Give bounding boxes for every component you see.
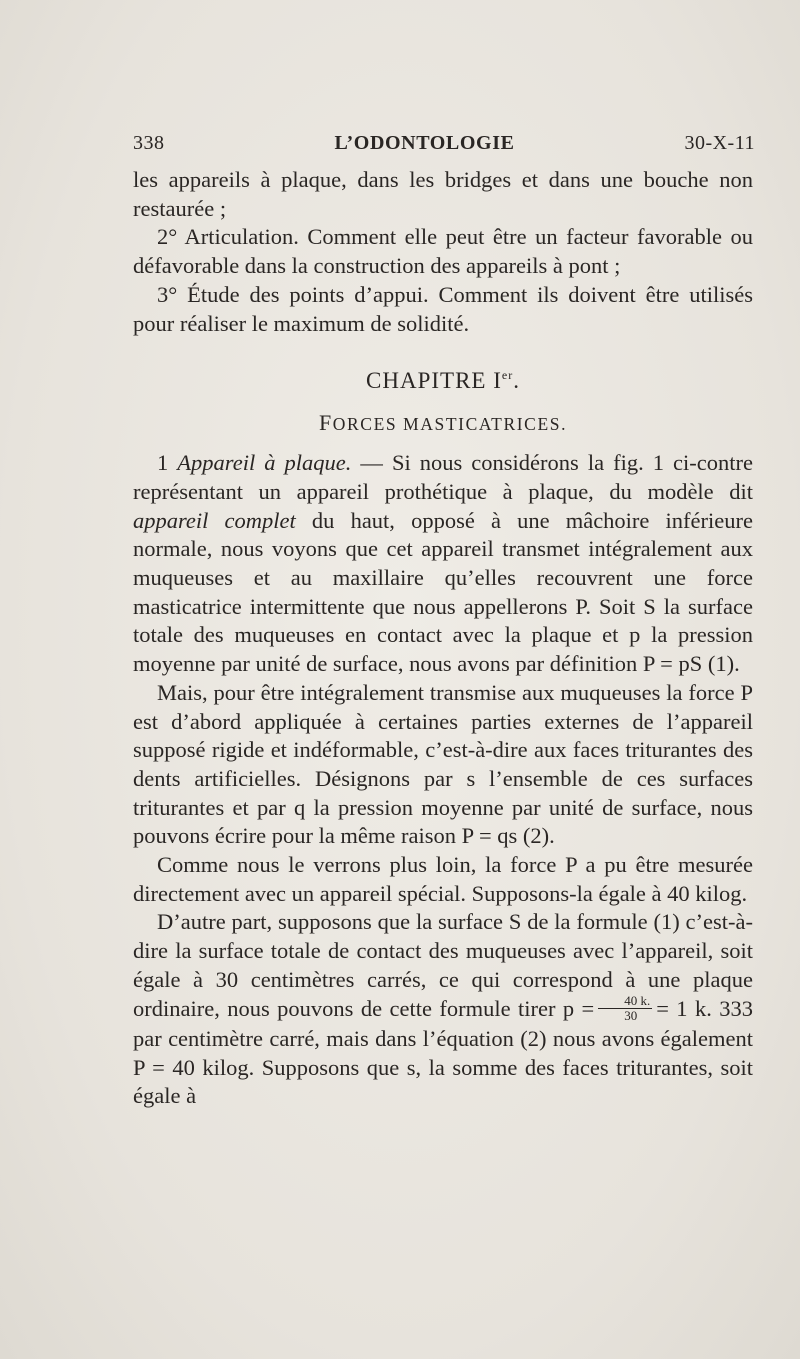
paragraph-2: Mais, pour être intégralement transmise aux muqueuses la force P est d’abord appliquée à certaines parties externes de l’appareil supposé rigide et indéformable, c’est-à-dire aux faces triturantes des dents artificielles. Désignons par s l’ensemble de ces surfaces triturantes et par q la pression moyenne par unité de surface, nous pouvons écrire pour la même raison P = qs (2). (133, 679, 753, 849)
chapter-subtitle (133, 410, 753, 437)
chapter-title-end: . (513, 368, 520, 394)
paragraph-4-part-a: D’autre part, supposons que la surface S de la formule (1) c’est-à-dire la surface totale de contact des muqueuses avec l’appareil, soit égale à 30 centimètres carrés, ce qui correspond à une plaque ordinaire, nous pouvons de cette formule tirer p = (133, 909, 753, 1021)
paragraph-3: Comme nous le verrons plus loin, la force P a pu être mesurée directement avec un appareil spécial. Supposons-la égale à 40 kilog. (133, 852, 753, 906)
list-item-articulation: 2° Articulation. Comment elle peut être un facteur favorable ou défavorable dans la construction des appareils à pont ; (133, 224, 753, 279)
issue-date: 30-X-11 (684, 132, 755, 154)
fraction-denominator: 30 (624, 1007, 638, 1023)
intro-line: les appareils à plaque, dans les bridges et dans une bouche non restaurée ; (133, 167, 753, 221)
chapter-title (133, 366, 753, 396)
section-heading: Appareil à plaque. (177, 450, 352, 476)
chapter-title-text: CHAPITRE I (366, 368, 502, 394)
journal-title: L’ODONTOLOGIE (334, 132, 515, 154)
subtitle-rest: ORCES MASTICATRICES. (332, 414, 568, 435)
body-text (133, 166, 753, 1111)
paragraph-4 (133, 908, 753, 1111)
section-number: 1 (157, 450, 169, 476)
subtitle-initial: F (318, 410, 333, 436)
paragraph-4-part-b: = 1 k. 333 par centimètre carré, mais dans l’équation (2) nous avons également P = 40 kilog. Supposons que s, la somme des faces triturantes, soit égale à (133, 995, 753, 1109)
page-number: 338 (133, 132, 165, 154)
running-head (133, 132, 755, 155)
fraction-numerator: 40 k. (598, 994, 652, 1009)
paragraph-1-part-a: — Si nous considérons la fig. 1 ci-contre représentant un appareil prothétique à plaque, du modèle dit (133, 450, 753, 504)
paragraph-1-part-b: du haut, opposé à une mâchoire inférieure normale, nous voyons que cet appareil transmet intégralement aux muqueuses et au maxillaire qu’elles recouvrent une force masticatrice intermittente que nous appellerons P. Soit S la surface totale des muqueuses en contact avec la plaque et p la pression moyenne par unité de surface, nous avons par définition P = pS (1). (133, 507, 753, 677)
fraction (598, 994, 652, 1023)
paragraph-1-italic: appareil complet (133, 507, 296, 533)
chapter-title-sup: er (501, 368, 514, 383)
list-item-points-appui: 3° Étude des points d’appui. Comment ils doivent être utilisés pour réaliser le maximum de solidité. (133, 281, 753, 336)
paragraph-1 (133, 449, 753, 679)
